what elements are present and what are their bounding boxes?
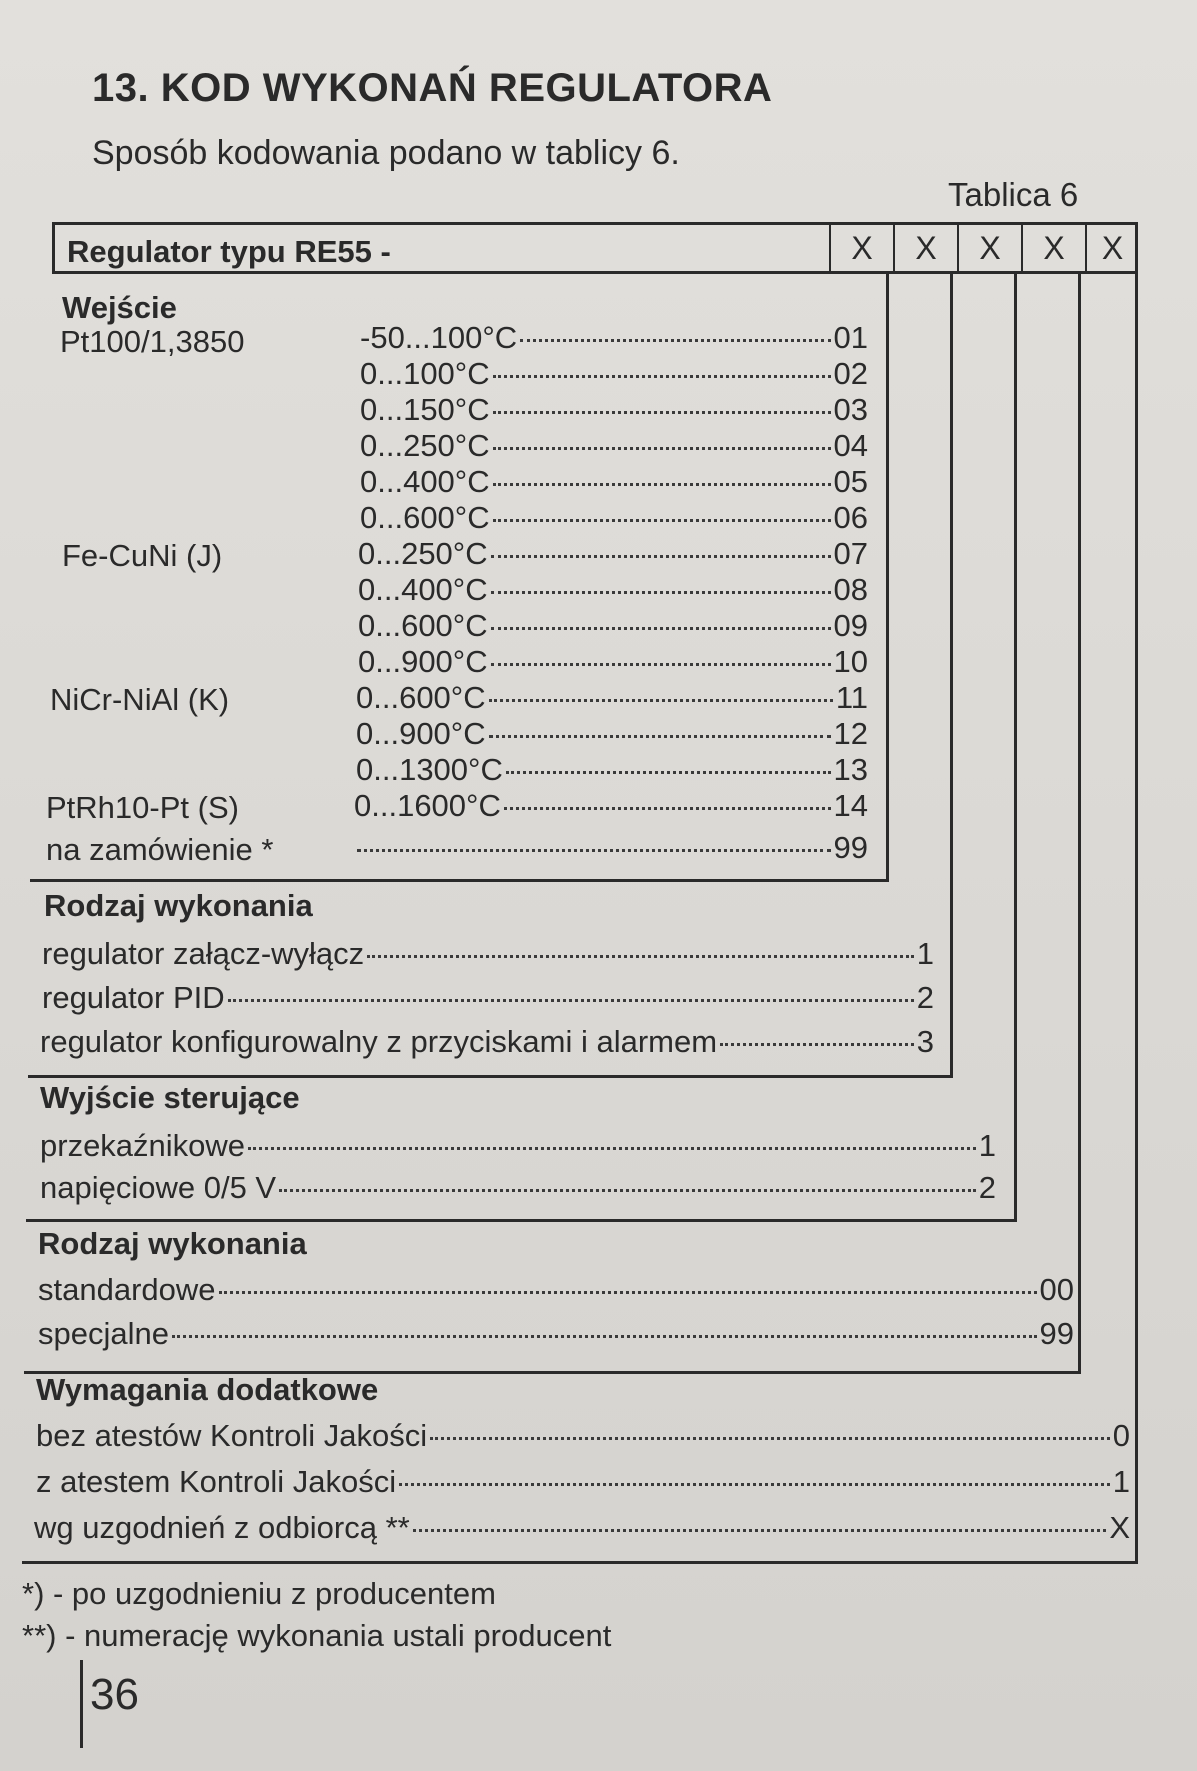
page-number: 36 bbox=[90, 1670, 139, 1719]
code-row bbox=[360, 356, 868, 392]
range-text: -50...100°C bbox=[360, 320, 518, 355]
option-row bbox=[42, 980, 934, 1016]
option-row bbox=[38, 1272, 1074, 1308]
leader-dots bbox=[493, 483, 831, 486]
code-row bbox=[360, 392, 868, 428]
code-row bbox=[356, 716, 868, 752]
code-row bbox=[360, 500, 868, 536]
leader-dots bbox=[504, 807, 831, 810]
range-text: 0...900°C bbox=[358, 644, 488, 679]
option-code: 1 bbox=[916, 936, 934, 971]
option-row bbox=[40, 1024, 934, 1060]
sensor-label: NiCr-NiAl (K) bbox=[50, 682, 230, 717]
range-text: 0...600°C bbox=[356, 680, 486, 715]
option-label: wg uzgodnień z odbiorcą ** bbox=[34, 1510, 410, 1545]
leader-dots bbox=[228, 999, 914, 1002]
option-code: 2 bbox=[916, 980, 934, 1015]
code-value: 14 bbox=[833, 788, 868, 823]
code-value: 01 bbox=[833, 320, 868, 355]
code-value: 09 bbox=[833, 608, 868, 643]
option-code: 99 bbox=[1039, 1316, 1074, 1351]
regulator-type: Regulator typu RE55 - bbox=[67, 234, 391, 269]
option-label: standardowe bbox=[38, 1272, 216, 1307]
option-label: bez atestów Kontroli Jakości bbox=[36, 1418, 428, 1453]
option-row bbox=[36, 1418, 1130, 1454]
leader-dots bbox=[493, 447, 831, 450]
code-row bbox=[360, 464, 868, 500]
code-value: 13 bbox=[833, 752, 868, 787]
execution-section-title: Rodzaj wykonania bbox=[44, 888, 313, 923]
option-label: z atestem Kontroli Jakości bbox=[36, 1464, 397, 1499]
leader-dots bbox=[493, 519, 831, 522]
code-value: 04 bbox=[833, 428, 868, 463]
code-row bbox=[360, 428, 868, 464]
option-label: przekaźnikowe bbox=[40, 1128, 246, 1163]
option-label: napięciowe 0/5 V bbox=[40, 1170, 277, 1205]
leader-dots bbox=[357, 849, 831, 852]
sensor-label: Fe-CuNi (J) bbox=[62, 538, 223, 573]
code-value: 05 bbox=[833, 464, 868, 499]
range-text: 0...600°C bbox=[360, 500, 490, 535]
option-row bbox=[40, 1128, 996, 1164]
code-value: 07 bbox=[833, 536, 868, 571]
code-mark-2: X bbox=[893, 225, 957, 271]
bracket-bottom-5 bbox=[22, 1561, 1138, 1564]
range-text: 0...400°C bbox=[358, 572, 488, 607]
footnote-1: *) - po uzgodnieniu z producentem bbox=[22, 1576, 496, 1611]
page-heading: 13. KOD WYKONAŃ REGULATORA bbox=[92, 66, 773, 110]
code-value: 11 bbox=[835, 680, 868, 715]
code-mark-4: X bbox=[1021, 225, 1085, 271]
leader-dots bbox=[399, 1483, 1110, 1486]
sensor-label: PtRh10-Pt (S) bbox=[46, 790, 239, 825]
code-value: 99 bbox=[833, 830, 868, 865]
option-row bbox=[36, 1464, 1130, 1500]
code-row bbox=[360, 320, 868, 356]
bracket-line-3 bbox=[1014, 274, 1017, 1222]
page-number-bar bbox=[80, 1660, 83, 1748]
code-row bbox=[356, 752, 868, 788]
extra-section-title: Wymagania dodatkowe bbox=[36, 1372, 379, 1407]
sensor-label: Pt100/1,3850 bbox=[60, 324, 245, 359]
sensor-label: na zamówienie * bbox=[46, 832, 274, 867]
code-mark-1: X bbox=[829, 225, 893, 271]
code-row bbox=[356, 680, 868, 716]
leader-dots bbox=[493, 375, 831, 378]
leader-dots bbox=[520, 339, 830, 342]
bracket-line-1 bbox=[886, 274, 889, 882]
range-text: 0...100°C bbox=[360, 356, 490, 391]
bracket-bottom-3 bbox=[26, 1219, 1017, 1222]
code-row bbox=[354, 788, 868, 824]
leader-dots bbox=[491, 555, 831, 558]
option-row bbox=[42, 936, 934, 972]
code-value: 02 bbox=[833, 356, 868, 391]
range-text: 0...250°C bbox=[360, 428, 490, 463]
version-section-title: Rodzaj wykonania bbox=[38, 1226, 307, 1261]
option-code: 1 bbox=[1112, 1464, 1130, 1499]
leader-dots bbox=[493, 411, 831, 414]
option-label: regulator konfigurowalny z przyciskami i alarmem bbox=[40, 1024, 718, 1059]
output-section-title: Wyjście sterujące bbox=[40, 1080, 300, 1115]
code-value: 10 bbox=[833, 644, 868, 679]
code-row bbox=[358, 608, 868, 644]
option-code: 2 bbox=[978, 1170, 996, 1205]
range-text: 0...600°C bbox=[358, 608, 488, 643]
option-row bbox=[38, 1316, 1074, 1352]
bracket-line-5 bbox=[1135, 274, 1138, 1564]
leader-dots bbox=[367, 955, 914, 958]
code-row bbox=[358, 572, 868, 608]
table-label: Tablica 6 bbox=[948, 176, 1079, 213]
leader-dots bbox=[491, 663, 831, 666]
code-value: 06 bbox=[833, 500, 868, 535]
bracket-bottom-1 bbox=[30, 879, 889, 882]
option-row bbox=[40, 1170, 996, 1206]
code-mark-5: X bbox=[1085, 225, 1138, 271]
leader-dots bbox=[491, 627, 831, 630]
footnote-2: **) - numerację wykonania ustali producent bbox=[22, 1618, 612, 1653]
bracket-line-2 bbox=[950, 274, 953, 1078]
option-code: 00 bbox=[1039, 1272, 1074, 1307]
range-text: 0...400°C bbox=[360, 464, 490, 499]
bracket-line-4 bbox=[1078, 274, 1081, 1374]
range-text: 0...1600°C bbox=[354, 788, 501, 823]
option-code: 3 bbox=[916, 1024, 934, 1059]
leader-dots bbox=[172, 1335, 1037, 1338]
code-value: 03 bbox=[833, 392, 868, 427]
range-text: 0...150°C bbox=[360, 392, 490, 427]
leader-dots bbox=[413, 1529, 1107, 1532]
code-row bbox=[354, 830, 868, 866]
option-label: specjalne bbox=[38, 1316, 169, 1351]
leader-dots bbox=[720, 1043, 914, 1046]
input-section-title: Wejście bbox=[62, 290, 177, 325]
option-label: regulator PID bbox=[42, 980, 225, 1015]
leader-dots bbox=[491, 591, 831, 594]
option-row bbox=[34, 1510, 1130, 1546]
leader-dots bbox=[506, 771, 831, 774]
option-code: 1 bbox=[978, 1128, 996, 1163]
code-value: 12 bbox=[833, 716, 868, 751]
code-value: 08 bbox=[833, 572, 868, 607]
range-text: 0...250°C bbox=[358, 536, 488, 571]
leader-dots bbox=[248, 1147, 976, 1150]
code-row bbox=[358, 644, 868, 680]
code-header-box bbox=[52, 222, 1138, 274]
bracket-bottom-2 bbox=[28, 1075, 953, 1078]
option-code: 0 bbox=[1112, 1418, 1130, 1453]
leader-dots bbox=[219, 1291, 1037, 1294]
leader-dots bbox=[430, 1437, 1110, 1440]
leader-dots bbox=[489, 699, 833, 702]
page-subtitle: Sposób kodowania podano w tablicy 6. bbox=[92, 134, 680, 172]
leader-dots bbox=[489, 735, 831, 738]
code-mark-3: X bbox=[957, 225, 1021, 271]
option-label: regulator załącz-wyłącz bbox=[42, 936, 365, 971]
code-row bbox=[358, 536, 868, 572]
range-text: 0...1300°C bbox=[356, 752, 503, 787]
range-text: 0...900°C bbox=[356, 716, 486, 751]
leader-dots bbox=[279, 1189, 976, 1192]
option-code: X bbox=[1109, 1510, 1130, 1545]
